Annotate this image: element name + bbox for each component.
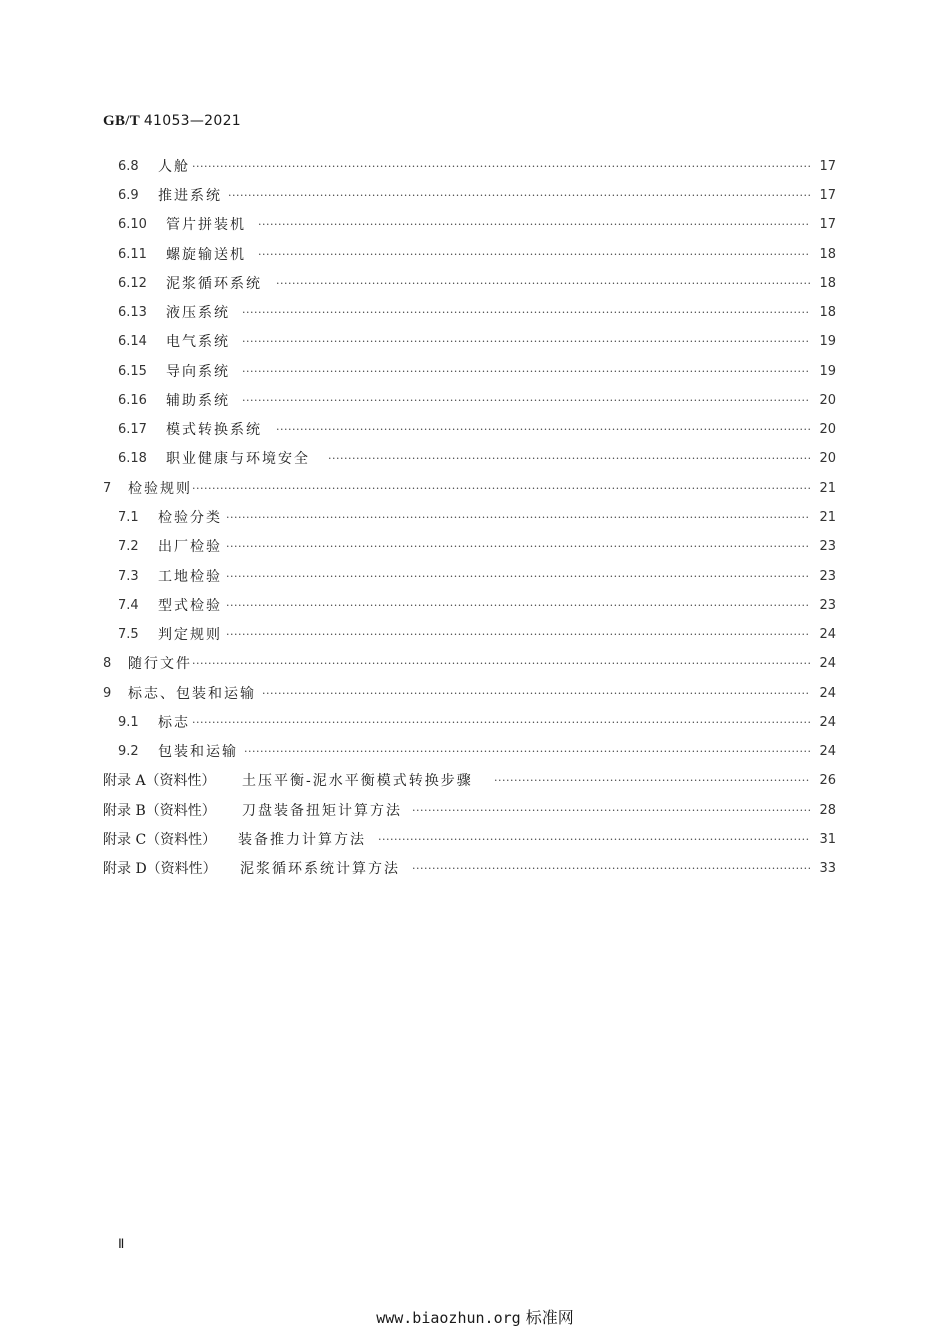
- toc-entry-title: 判定规则: [158, 627, 222, 643]
- toc-entry[interactable]: [0, 653, 950, 675]
- toc-entry[interactable]: [0, 185, 950, 207]
- toc-entry-number: 6.11: [118, 247, 147, 262]
- toc-entry-number: 7.3: [118, 569, 139, 584]
- toc-entry[interactable]: [0, 624, 950, 646]
- toc-entry-number: 附录 C（资料性）: [103, 832, 217, 848]
- toc-entry-title: 管片拼装机: [166, 217, 246, 233]
- toc-entry[interactable]: [0, 156, 950, 178]
- toc-entry-number: 6.18: [118, 451, 147, 466]
- toc-leader-dots: [228, 185, 810, 207]
- toc-entry-number: 8: [103, 656, 112, 671]
- toc-entry-number: 9.2: [118, 744, 139, 759]
- toc-entry-page: 18: [819, 247, 836, 262]
- toc-entry-number: 附录 A（资料性）: [103, 773, 216, 789]
- footer-site-link[interactable]: www.biaozhun.org: [376, 1309, 521, 1327]
- toc-entry-page: 21: [819, 510, 836, 525]
- toc-leader-dots: [244, 741, 810, 763]
- toc-leader-dots: [328, 448, 810, 470]
- toc-entry[interactable]: [0, 214, 950, 236]
- toc-entry-title: 职业健康与环境安全: [166, 451, 310, 467]
- toc-entry[interactable]: [0, 331, 950, 353]
- footer-site-name: 标准网: [525, 1308, 574, 1327]
- standard-code: GB/T: [103, 113, 140, 129]
- toc-entry-title: 装备推力计算方法: [238, 832, 366, 848]
- toc-entry-title: 包装和运输: [158, 744, 238, 760]
- toc-entry[interactable]: [0, 536, 950, 558]
- toc-entry-page: 18: [819, 276, 836, 291]
- toc-entry-number: 9.1: [118, 715, 139, 730]
- toc-entry[interactable]: [0, 302, 950, 324]
- toc-entry-title: 电气系统: [166, 334, 230, 350]
- page-number: Ⅱ: [118, 1236, 125, 1251]
- toc-leader-dots: [242, 390, 810, 412]
- toc-leader-dots: [276, 419, 810, 441]
- toc-entry-number: 9: [103, 686, 112, 701]
- toc-entry[interactable]: [0, 683, 950, 705]
- toc-entry-number: 7: [103, 481, 112, 496]
- toc-entry-title: 推进系统: [158, 188, 222, 204]
- toc-leader-dots: [412, 858, 810, 880]
- toc-entry-page: 20: [819, 422, 836, 437]
- toc-entry[interactable]: [0, 507, 950, 529]
- toc-entry[interactable]: [0, 770, 950, 792]
- toc-entry[interactable]: [0, 800, 950, 822]
- toc-entry-number: 6.9: [118, 188, 139, 203]
- toc-entry-number: 6.15: [118, 364, 147, 379]
- toc-entry[interactable]: [0, 741, 950, 763]
- toc-entry-title: 螺旋输送机: [166, 247, 246, 263]
- toc-leader-dots: [378, 829, 810, 851]
- toc-entry-title: 检验分类: [158, 510, 222, 526]
- toc-leader-dots: [242, 331, 810, 353]
- toc-entry-number: 7.5: [118, 627, 139, 642]
- toc-entry-number: 附录 B（资料性）: [103, 803, 216, 819]
- toc-leader-dots: [226, 507, 810, 529]
- toc-leader-dots: [242, 361, 810, 383]
- toc-entry-page: 20: [819, 451, 836, 466]
- toc-leader-dots: [494, 770, 810, 792]
- toc-entry-page: 26: [819, 773, 836, 788]
- footer-watermark: [0, 1305, 950, 1328]
- toc-entry-title: 随行文件: [128, 656, 192, 672]
- toc-entry-page: 24: [819, 656, 836, 671]
- toc-entry-page: 24: [819, 715, 836, 730]
- toc-entry-page: 23: [819, 598, 836, 613]
- toc-leader-dots: [242, 302, 810, 324]
- toc-entry-title: 土压平衡-泥水平衡模式转换步骤: [242, 773, 473, 789]
- toc-entry[interactable]: [0, 419, 950, 441]
- toc-leader-dots: [262, 683, 810, 705]
- toc-entry-page: 17: [819, 217, 836, 232]
- toc-leader-dots: [258, 214, 810, 236]
- toc-entry-number: 6.17: [118, 422, 147, 437]
- toc-entry-page: 23: [819, 539, 836, 554]
- toc-entry-page: 19: [819, 364, 836, 379]
- toc-entry-page: 31: [819, 832, 836, 847]
- toc-entry-page: 19: [819, 334, 836, 349]
- toc-entry[interactable]: [0, 566, 950, 588]
- toc-entry-title: 泥浆循环系统: [166, 276, 262, 292]
- toc-entry-title: 检验规则: [128, 481, 192, 497]
- toc-entry-number: 6.16: [118, 393, 147, 408]
- toc-entry-number: 7.2: [118, 539, 139, 554]
- toc-entry[interactable]: [0, 829, 950, 851]
- toc-entry[interactable]: [0, 858, 950, 880]
- toc-entry-number: 7.1: [118, 510, 139, 525]
- toc-entry-title: 泥浆循环系统计算方法: [240, 861, 400, 877]
- toc-leader-dots: [192, 653, 810, 675]
- toc-entry-title: 人舱: [158, 159, 190, 175]
- toc-entry-number: 6.8: [118, 159, 139, 174]
- toc-leader-dots: [226, 624, 810, 646]
- toc-leader-dots: [226, 595, 810, 617]
- toc-leader-dots: [192, 478, 810, 500]
- toc-entry-page: 17: [819, 159, 836, 174]
- toc-entry[interactable]: [0, 244, 950, 266]
- toc-entry[interactable]: [0, 478, 950, 500]
- toc-entry-title: 出厂检验: [158, 539, 222, 555]
- standard-number: 41053—2021: [143, 113, 242, 129]
- toc-entry-title: 液压系统: [166, 305, 230, 321]
- toc-entry-page: 23: [819, 569, 836, 584]
- toc-entry-page: 24: [819, 744, 836, 759]
- toc-entry[interactable]: [0, 390, 950, 412]
- toc-entry-title: 工地检验: [158, 569, 222, 585]
- toc-entry-page: 17: [819, 188, 836, 203]
- toc-entry-page: 18: [819, 305, 836, 320]
- toc-entry-title: 刀盘装备扭矩计算方法: [242, 803, 402, 819]
- toc-entry-page: 24: [819, 686, 836, 701]
- toc-entry-page: 28: [819, 803, 836, 818]
- toc-entry-title: 辅助系统: [166, 393, 230, 409]
- toc-leader-dots: [226, 566, 810, 588]
- toc-entry-page: 20: [819, 393, 836, 408]
- document-header: [103, 113, 241, 130]
- toc-entry-title: 模式转换系统: [166, 422, 262, 438]
- toc-entry-page: 33: [819, 861, 836, 876]
- toc-entry[interactable]: [0, 273, 950, 295]
- toc-entry[interactable]: [0, 448, 950, 470]
- toc-entry-number: 6.10: [118, 217, 147, 232]
- toc-entry-number: 6.14: [118, 334, 147, 349]
- toc-entry-page: 24: [819, 627, 836, 642]
- toc-leader-dots: [276, 273, 810, 295]
- toc-entry[interactable]: [0, 361, 950, 383]
- toc-entry-title: 导向系统: [166, 364, 230, 380]
- toc-entry-title: 标志、包装和运输: [128, 686, 256, 702]
- toc-entry[interactable]: [0, 712, 950, 734]
- toc-entry-number: 6.12: [118, 276, 147, 291]
- toc-entry-page: 21: [819, 481, 836, 496]
- toc-leader-dots: [192, 712, 810, 734]
- toc-entry-number: 附录 D（资料性）: [103, 861, 217, 877]
- toc-entry-title: 型式检验: [158, 598, 222, 614]
- toc-leader-dots: [258, 244, 810, 266]
- toc-entry[interactable]: [0, 595, 950, 617]
- toc-entry-number: 6.13: [118, 305, 147, 320]
- toc-entry-number: 7.4: [118, 598, 139, 613]
- toc-leader-dots: [226, 536, 810, 558]
- toc-leader-dots: [412, 800, 810, 822]
- toc-leader-dots: [192, 156, 810, 178]
- toc-entry-title: 标志: [158, 715, 190, 731]
